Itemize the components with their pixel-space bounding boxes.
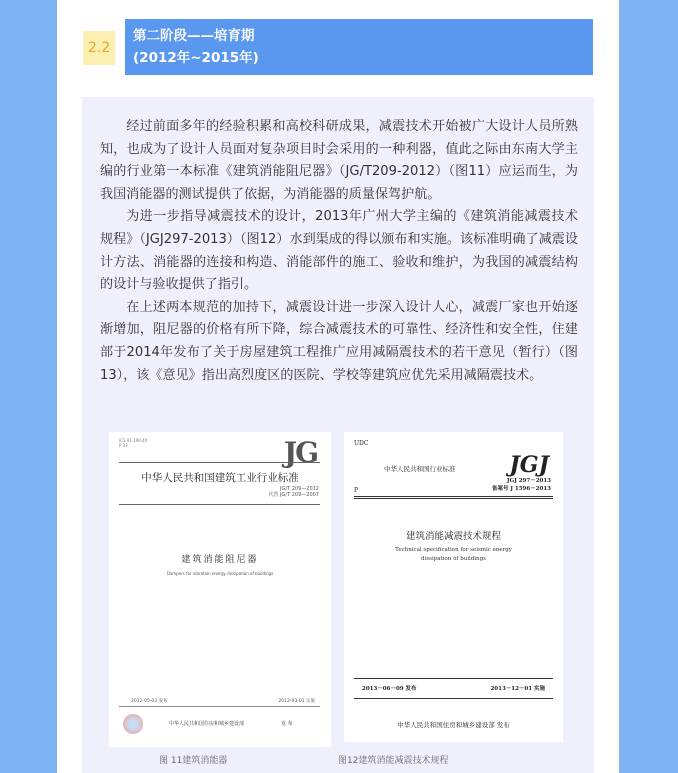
divider bbox=[354, 698, 553, 699]
cover-title: 建筑消能阻尼器 bbox=[181, 555, 259, 565]
section-subtitle: (2012年~2015年) bbox=[133, 50, 259, 66]
divider bbox=[119, 462, 320, 463]
cover-impl-date: 2013－12－01 实施 bbox=[490, 686, 545, 692]
cover-p-code: P bbox=[354, 487, 359, 494]
cover-title-english: Dampers for vibration energy dissipation of buildings bbox=[166, 571, 274, 576]
cover-ics-code: ICS 91.190.40 P 33 bbox=[119, 438, 148, 448]
divider bbox=[354, 678, 553, 679]
figure-11-cover-image bbox=[109, 432, 331, 747]
section-title: 第二阶段——培育期 bbox=[133, 28, 255, 44]
cover-standard-name: 中华人民共和国行业标准 bbox=[384, 465, 456, 473]
divider bbox=[119, 706, 320, 707]
jgj-logo: JGJ bbox=[509, 452, 549, 478]
article-body bbox=[82, 97, 594, 773]
paragraph: 为进一步指导减震技术的设计，2013年广州大学主编的《建筑消能减震技术规程》（JGJ297-2013）（图12）水到渠成的得以颁布和实施。该标准明确了减震设计方法、消能器的连接和构造、消能部件的施工、验收和维护，为我国的减震结构的设计与验收提供了指引。 bbox=[100, 209, 578, 293]
section-number-badge: 2.2 bbox=[83, 31, 115, 65]
figure-12-cover-image bbox=[344, 432, 563, 742]
section-title-banner bbox=[125, 19, 593, 75]
cover-udc: UDC bbox=[354, 440, 369, 447]
cover-publisher: 中华人民共和国住房和城乡建设部 bbox=[169, 721, 245, 727]
cover-issue-date: 2013－06－09 发布 bbox=[362, 686, 417, 692]
cover-impl-date: 2012-03-01 实施 bbox=[278, 699, 315, 704]
article-text bbox=[100, 116, 578, 387]
cover-standard-number: JG/T 209—2012 代替 JG/T 209—2007 bbox=[268, 486, 319, 498]
cover-title: 建筑消能减震技术规程 bbox=[405, 531, 501, 542]
jg-logo: JG bbox=[283, 436, 317, 469]
cover-title-english: Technical specification for seismic energy dissipation of buildings bbox=[395, 547, 512, 562]
paragraph: 经过前面多年的经验积累和高校科研成果，减震技术开始被广大设计人员所熟知，也成为了设计人员面对复杂项目时会采用的一种利器，值此之际由东南大学主编的行业第一本标准《建筑消能阻尼器》（JG/T209-2012）（图11）应运而生，为我国消能器的测试提供了依据，为消能器的质量保驾护航。 bbox=[100, 119, 578, 202]
official-seal-icon bbox=[123, 714, 143, 734]
divider bbox=[354, 496, 553, 497]
figure-12-caption: 图12建筑消能减震技术规程 bbox=[338, 756, 449, 766]
cover-publisher-action: 发 布 bbox=[281, 721, 293, 727]
figure-11-caption: 图 11建筑消能器 bbox=[159, 756, 228, 766]
cover-issue-date: 2012-05-03 发布 bbox=[131, 699, 168, 704]
cover-standard-number: JGJ 297－2013 备案号 J 1596－2013 bbox=[491, 478, 551, 492]
cover-standard-name: 中华人民共和国建筑工业行业标准 bbox=[141, 472, 299, 484]
cover-publisher: 中华人民共和国住房和城乡建设部 发布 bbox=[397, 721, 510, 729]
article-page bbox=[57, 0, 619, 773]
divider bbox=[354, 498, 553, 499]
paragraph: 在上述两本规范的加持下，减震设计进一步深入设计人心，减震厂家也开始逐渐增加，阻尼器的价格有所下降，综合减震技术的可靠性、经济性和安全性，住建部于2014年发布了关于房屋建筑工程推广应用减隔震技术的若干意见（暂行）（图13），该《意见》指出高烈度区的医院、学校等建筑应优先采用减隔震技术。 bbox=[100, 299, 578, 383]
divider bbox=[119, 504, 320, 505]
